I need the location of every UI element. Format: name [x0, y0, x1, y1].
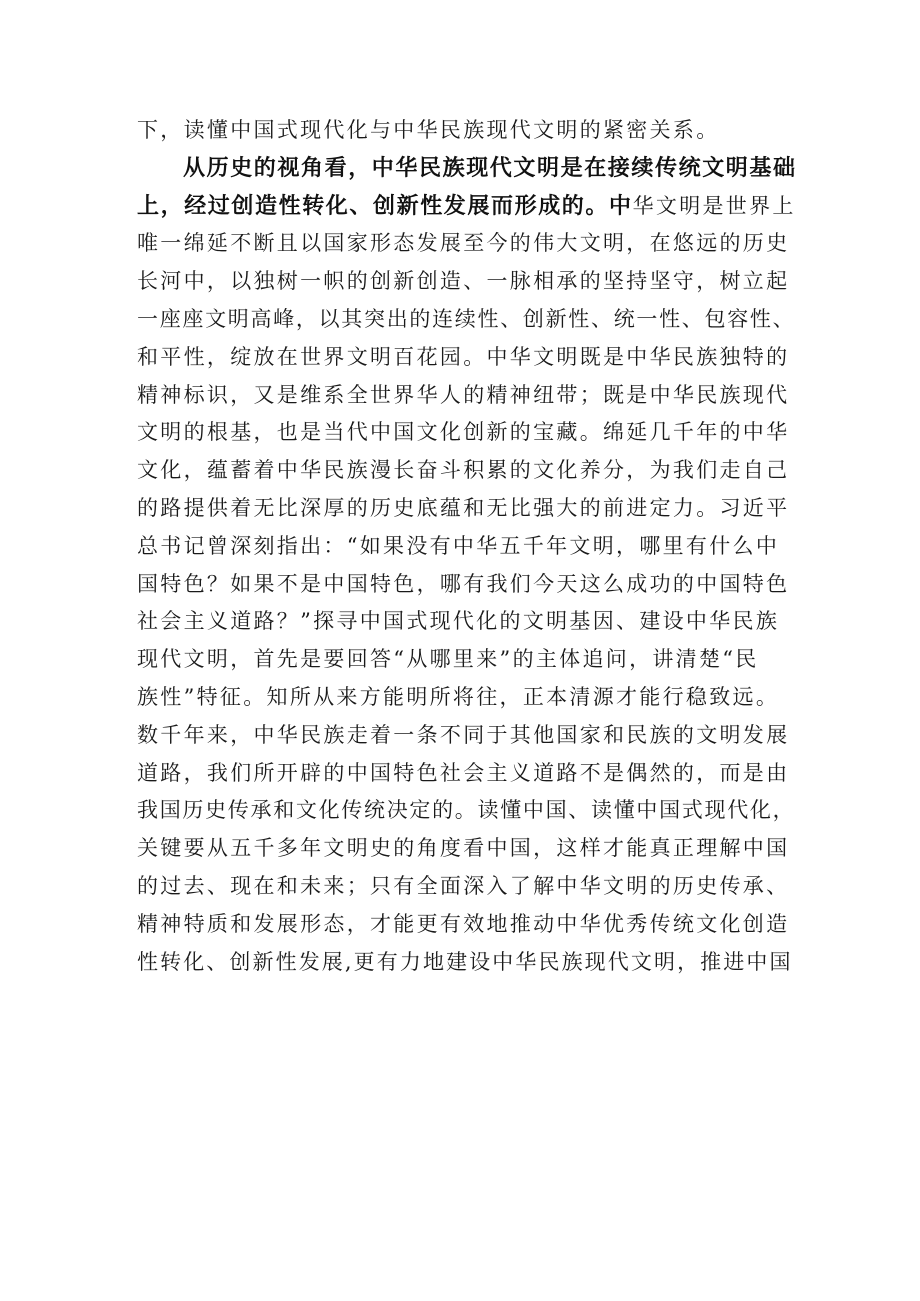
text-line: [137, 830, 797, 868]
paragraph-heading-line: [137, 150, 797, 188]
paragraph-heading-line: [137, 188, 797, 226]
text-line: [137, 566, 797, 604]
text-run: 精神特质和发展形态，才能更有效地推动中华优秀传统文化创造: [137, 911, 790, 936]
text-line: [137, 603, 797, 641]
text-run: 总书记曾深刻指出：“如果没有中华五千年文明，哪里有什么中: [137, 533, 780, 558]
text-line: [137, 414, 797, 452]
text-run: 文明的根基，也是当代中国文化创新的宝藏。绵延几千年的中华: [137, 420, 790, 445]
text-line: [137, 452, 797, 490]
text-line: [137, 225, 797, 263]
bold-text-run: 上，经过创造性转化、创新性发展而形成的。中: [137, 193, 633, 219]
text-line: [137, 944, 797, 982]
text-run: 华文明是世界上: [632, 193, 796, 218]
text-run: 精神标识，又是维系全世界华人的精神纽带；既是中华民族现代: [137, 382, 790, 407]
text-line: [137, 792, 797, 830]
text-line: [137, 755, 797, 793]
text-run: 文化，蕴蓄着中华民族漫长奋斗积累的文化养分，为我们走自己: [137, 458, 790, 483]
text-run: 唯一绵延不断且以国家形态发展至今的伟大文明，在悠远的历史: [137, 231, 790, 256]
text-line: [137, 301, 797, 339]
text-run: 关键要从五千多年文明史的角度看中国，这样才能真正理解中国: [137, 836, 790, 861]
text-run: 长河中，以独树一帜的创新创造、一脉相承的坚持坚守，树立起: [137, 269, 790, 294]
bold-text-run: 从历史的视角看，中华民族现代文明是在接续传统文明基础: [183, 155, 797, 181]
text-line: [137, 339, 797, 377]
text-run: 数千年来，中华民族走着一条不同于其他国家和民族的文明发展: [137, 722, 790, 747]
document-body: [137, 112, 797, 981]
text-line: [137, 528, 797, 566]
text-run: 道路，我们所开辟的中国特色社会主义道路不是偶然的，而是由: [137, 760, 790, 785]
text-run: 现代文明，首先是要回答“从哪里来”的主体追问，讲清楚“民: [137, 647, 759, 672]
text-run: 社会主义道路？”探寻中国式现代化的文明基因、建设中华民族: [137, 609, 780, 634]
text-run: 国特色？如果不是中国特色，哪有我们今天这么成功的中国特色: [137, 571, 790, 596]
text-line: [137, 377, 797, 415]
text-line: [137, 112, 797, 150]
text-run: 族性”特征。知所从来方能明所将往，正本清源才能行稳致远。: [137, 684, 780, 709]
text-line: [137, 868, 797, 906]
text-run: 的路提供着无比深厚的历史底蕴和无比强大的前进定力。习近平: [137, 495, 790, 520]
text-line: [137, 263, 797, 301]
text-run: 下，读懂中国式现代化与中华民族现代文明的紧密关系。: [137, 118, 720, 142]
text-line: [137, 717, 797, 755]
text-run: 一座座文明高峰，以其突出的连续性、创新性、统一性、包容性、: [137, 306, 796, 331]
text-run: 的过去、现在和未来；只有全面深入了解中华文明的历史传承、: [137, 873, 790, 898]
text-run: 我国历史传承和文化传统决定的。读懂中国、读懂中国式现代化，: [137, 798, 796, 823]
text-run: 性转化、创新性发展,更有力地建设中华民族现代文明，推进中国: [137, 949, 793, 974]
text-line: [137, 490, 797, 528]
text-line: [137, 906, 797, 944]
text-run: 和平性，绽放在世界文明百花园。中华文明既是中华民族独特的: [137, 344, 790, 369]
text-line: [137, 679, 797, 717]
text-line: [137, 641, 797, 679]
